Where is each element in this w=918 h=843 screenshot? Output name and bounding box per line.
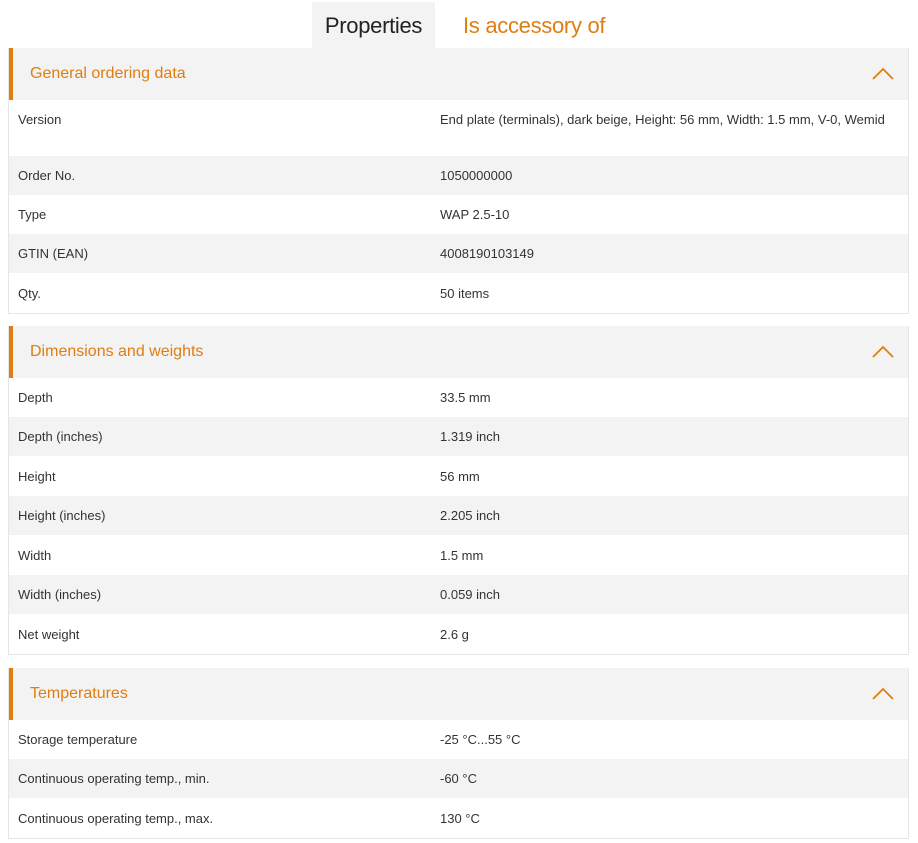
chevron-up-icon[interactable] xyxy=(870,64,896,84)
row-value: 50 items xyxy=(440,285,490,301)
row-value: 130 °C xyxy=(440,810,480,826)
row-label: Height (inches) xyxy=(18,508,106,523)
section-header[interactable] xyxy=(9,48,908,100)
table-row xyxy=(9,535,908,575)
row-label: Height xyxy=(18,468,56,484)
tab-bar xyxy=(312,2,605,49)
row-value: 2.6 g xyxy=(440,626,469,642)
table-row xyxy=(9,273,908,313)
row-label: Width xyxy=(18,547,52,563)
row-value: WAP 2.5-10 xyxy=(440,207,510,222)
row-label: Depth xyxy=(18,390,53,405)
chevron-up-icon[interactable] xyxy=(870,684,896,704)
row-label: Continuous operating temp., max. xyxy=(18,810,214,826)
table-row xyxy=(9,456,908,496)
row-value: 1050000000 xyxy=(440,168,513,183)
row-label: Net weight xyxy=(18,626,80,642)
table-row xyxy=(9,378,908,417)
row-value: 0.059 inch xyxy=(440,587,500,602)
tab-properties[interactable]: Properties xyxy=(312,2,435,49)
table-row xyxy=(9,798,908,838)
section-temperatures xyxy=(8,668,909,839)
row-label: Version xyxy=(18,112,62,127)
table-row xyxy=(9,720,908,759)
table-row xyxy=(9,234,908,273)
row-label: Depth (inches) xyxy=(18,429,103,444)
row-label: Width (inches) xyxy=(18,587,102,602)
row-value: -25 °C...55 °C xyxy=(440,732,521,747)
row-value: 33.5 mm xyxy=(440,390,491,405)
table-row xyxy=(9,195,908,234)
chevron-up-icon[interactable] xyxy=(870,342,896,362)
row-label: Continuous operating temp., min. xyxy=(18,771,210,786)
section-dimensions-and-weights xyxy=(8,326,909,655)
table-row xyxy=(9,100,908,156)
row-value: 4008190103149 xyxy=(440,246,534,261)
section-header[interactable] xyxy=(9,668,908,720)
row-label: GTIN (EAN) xyxy=(18,246,89,261)
section-header[interactable] xyxy=(9,326,908,378)
row-value: -60 °C xyxy=(440,771,477,786)
table-row xyxy=(9,575,908,614)
table-row xyxy=(9,614,908,654)
table-row xyxy=(9,417,908,456)
row-value: 56 mm xyxy=(440,468,480,484)
row-value: End plate (terminals), dark beige, Height: 56 mm, Width: 1.5 mm, V-0, Wemid xyxy=(440,112,885,127)
row-label: Type xyxy=(18,207,47,222)
section-general-ordering-data xyxy=(8,48,909,314)
row-label: Order No. xyxy=(18,168,76,183)
tab-is-accessory-of[interactable]: Is accessory of xyxy=(463,12,606,38)
table-row xyxy=(9,156,908,195)
row-label: Qty. xyxy=(18,285,41,301)
row-label: Storage temperature xyxy=(18,732,138,747)
row-value: 2.205 inch xyxy=(440,508,500,523)
table-row xyxy=(9,496,908,535)
section-title: Temperatures xyxy=(30,685,128,702)
section-title: Dimensions and weights xyxy=(30,343,204,360)
section-title: General ordering data xyxy=(30,65,186,82)
row-value: 1.319 inch xyxy=(440,429,500,444)
table-row xyxy=(9,759,908,798)
row-value: 1.5 mm xyxy=(440,547,484,563)
